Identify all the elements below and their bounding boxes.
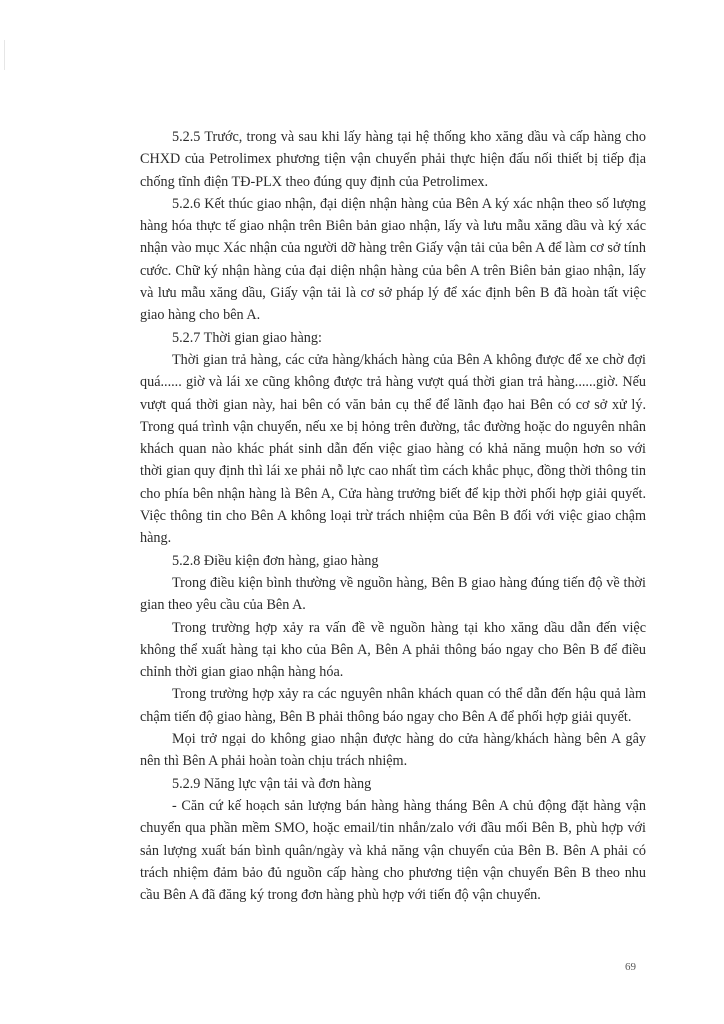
paragraph-normal-conditions: Trong điều kiện bình thường về nguồn hàng, Bên B giao hàng đúng tiến độ về thời gian theo yêu cầu của Bên A.: [140, 574, 646, 614]
paragraph-objective-causes: Trong trường hợp xảy ra các nguyên nhân khách quan có thể dẫn đến hậu quả làm chậm tiến độ giao hàng, Bên B phải thông báo ngay cho Bên A để phối hợp giải quyết.: [140, 686, 646, 725]
paragraph-5-2-6: 5.2.6 Kết thúc giao nhận, đại diện nhận hàng của Bên A ký xác nhận theo số lượng hàng hóa thực tế giao nhận trên Biên bản giao nhận, lấy và lưu mẫu xăng dầu và ký xác nhận vào mục Xác nhận của người dỡ hàng trên Giấy vận tải của bên A để làm cơ sở tính cước. Chữ ký nhận hàng của đại diện nhận hàng của bên A trên Biên bản giao nhận, lấy và lưu mẫu xăng dầu, Giấy vận tải là cơ sở pháp lý để xác định bên B đã hoàn tất việc giao hàng cho bên A.: [140, 195, 646, 324]
heading-5-2-7: 5.2.7 Thời gian giao hàng:: [172, 329, 322, 346]
paragraph-5-2-5: 5.2.5 Trước, trong và sau khi lấy hàng tại hệ thống kho xăng dầu và cấp hàng cho CHXD của Petrolimex phương tiện vận chuyển phải thực hiện đấu nối thiết bị tiếp địa chống tĩnh điện TĐ-PLX theo đúng quy định của Petrolimex.: [140, 129, 646, 190]
document-body: [140, 126, 646, 906]
page-number: 69: [625, 961, 636, 973]
paragraph-responsibility: Mọi trở ngại do không giao nhận được hàng do cửa hàng/khách hàng bên A gây nên thì Bên A phải hoàn toàn chịu trách nhiệm.: [140, 731, 646, 770]
heading-5-2-8: 5.2.8 Điều kiện đơn hàng, giao hàng: [172, 552, 379, 569]
paragraph-source-issue: Trong trường hợp xảy ra vấn đề về nguồn hàng tại kho xăng dầu dẫn đến việc không thể xuất hàng tại kho của Bên A, Bên A phải thông báo ngay cho Bên B để điều chỉnh thời gian giao nhận hàng hóa.: [140, 619, 646, 681]
scan-edge-mark: [4, 40, 5, 70]
paragraph-delivery-time: Thời gian trả hàng, các cửa hàng/khách hàng của Bên A không được để xe chờ đợi quá...... giờ và lái xe cũng không được trả hàng vượt quá thời gian trả hàng......giờ. Nếu vượt quá thời gian này, hai bên có văn bản cụ thể để lãnh đạo hai Bên có cơ sở xử lý. Trong quá trình vận chuyển, nếu xe bị hỏng trên đường, tắc đường hoặc do nguyên nhân khách quan nào khác phát sinh dẫn đến việc giao hàng có khả năng muộn hơn so với thời gian quy định thì lái xe phải nỗ lực cao nhất tìm cách khắc phục, đồng thời thông tin cho phía bên nhận hàng là Bên A, Cửa hàng trưởng biết để kịp thời phối hợp giải quyết. Việc thông tin cho Bên A không loại trừ trách nhiệm của Bên B đối với việc giao chậm hàng.: [140, 351, 646, 547]
paragraph-transport-capacity: - Căn cứ kế hoạch sản lượng bán hàng hàng tháng Bên A chủ động đặt hàng vận chuyển qua phần mềm SMO, hoặc email/tin nhắn/zalo với đầu mối Bên B, phù hợp với sản lượng xuất bán bình quân/ngày và khả năng vận chuyển của Bên B. Bên A phải có trách nhiệm đảm bảo đủ nguồn cấp hàng cho phương tiện vận chuyển Bên B theo nhu cầu Bên A đã đăng ký trong đơn hàng phù hợp với tiến độ vận chuyển.: [140, 797, 646, 904]
heading-5-2-9: 5.2.9 Năng lực vận tải và đơn hàng: [172, 775, 372, 792]
